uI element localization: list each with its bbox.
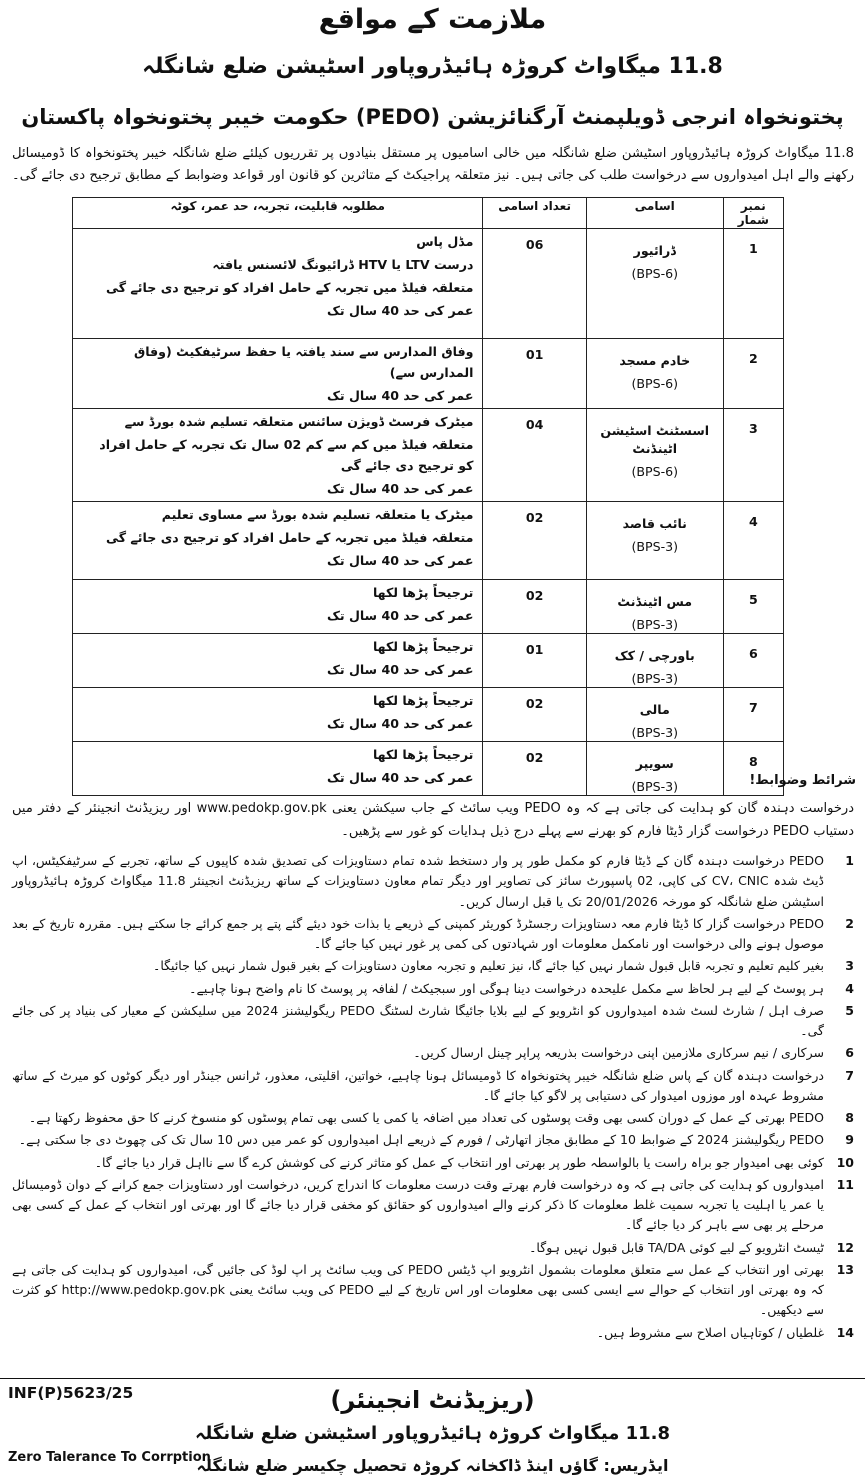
term-item xyxy=(12,1066,854,1107)
term-item xyxy=(12,979,854,999)
post-name: نائب قاصد xyxy=(622,516,687,531)
header-count: تعداد اسامی xyxy=(483,198,586,229)
qualification-line: میٹرک یا متعلقہ تسلیم شدہ بورڈ سے مساوی تعلیم xyxy=(161,507,474,522)
term-item xyxy=(12,1001,854,1042)
cell-post xyxy=(586,229,723,339)
post-name: مس اٹینڈنٹ xyxy=(617,594,693,609)
cell-serial: 6 xyxy=(723,634,783,688)
post-scale: (BPS-6) xyxy=(631,376,679,391)
cell-qualification xyxy=(73,634,483,688)
term-text: ٹیسٹ انٹرویو کے لیے کوئی TA/DA قابل قبول نہیں ہوگا۔ xyxy=(529,1239,824,1255)
post-scale: (BPS-3) xyxy=(631,617,679,632)
term-number: 10 xyxy=(836,1154,854,1170)
qualification-line: عمر کی حد 40 سال تک xyxy=(327,388,474,403)
post-scale: (BPS-3) xyxy=(631,671,679,686)
footer-divider xyxy=(0,1378,865,1379)
table-row xyxy=(73,580,784,634)
signature-station: 11.8 میگاواٹ کروڑہ ہائیڈروپاور اسٹیشن ضلع شانگلہ xyxy=(194,1423,671,1444)
table-header-row xyxy=(73,198,784,229)
cell-count: 02 xyxy=(483,502,586,580)
signature-address: ایڈریس: گاؤں اینڈ ڈاکخانہ کروڑہ تحصیل چکیسر ضلع شانگلہ xyxy=(196,1456,669,1475)
term-item xyxy=(12,1043,854,1063)
slogan: Zero Talerance To Corrption xyxy=(8,1450,211,1465)
term-text: بغیر کلیم تعلیم و تجربہ قابل قبول شمار نہیں کیا جائے گا، نیز تعلیم و تجربہ معاون دستاویزات کے بغیر قبول شمار نہیں کیا جائیگا۔ xyxy=(153,958,824,974)
page-title: ملازمت کے مواقع xyxy=(318,4,547,35)
term-number: 1 xyxy=(845,853,854,868)
term-number: 6 xyxy=(845,1045,854,1061)
signature-title: (ریزیڈنٹ انجینئر) xyxy=(330,1386,535,1414)
cell-serial: 5 xyxy=(723,580,783,634)
term-text: ہر پوسٹ کے لیے ہر لحاظ سے مکمل علیحدہ درخواست دینا ہوگی اور سبجیکٹ / لفافہ پر پوسٹ کا نام واضح ہونا چاہیے۔ xyxy=(189,980,824,996)
cell-qualification xyxy=(73,502,483,580)
header-qualification: مطلوبہ قابلیت، تجربہ، حد عمر، کوٹہ xyxy=(73,198,483,229)
term-text: درخواست دہندہ گان کے پاس ضلع شانگلہ خیبر پختونخواہ کا ڈومیسائل ہونا چاہیے، خواتین، اقلیتی، معذور، ٹرانس جینڈر اور دیگر کوٹوں کو میرٹ کے ساتھ مشروط عہدہ اور موزوں امیدوار کی دستیابی پر لاگو کیا جائے گا۔ xyxy=(12,1067,824,1103)
cell-count: 02 xyxy=(483,688,586,742)
qualification-line: متعلقہ فیلڈ میں کم سے کم 02 سال تک تجربہ کے حامل افراد کو ترجیح دی جائے گی xyxy=(99,437,474,473)
reference-number: INF(P)5623/25 xyxy=(8,1384,134,1402)
cell-post xyxy=(586,502,723,580)
cell-count: 06 xyxy=(483,229,586,339)
post-scale: (BPS-3) xyxy=(631,725,679,740)
post-name: مالی xyxy=(639,702,670,717)
qualification-line: متعلقہ فیلڈ میں تجربہ کے حامل افراد کو ترجیح دی جائے گی xyxy=(105,530,474,545)
cell-post xyxy=(586,339,723,409)
cell-qualification xyxy=(73,409,483,502)
term-number: 7 xyxy=(845,1067,854,1083)
term-text: PEDO درخواست گزار کا ڈیٹا فارم معہ دستاویزات رجسٹرڈ کوریئر کمپنی کے ذریعے یا بذات خود دیئے گئے پتے پر جمع کرائے جا سکتے ہیں۔ مقررہ تاریخ کے بعد موصول ہونے والی درخواست اور نامکمل معلومات اور شہادتوں کی کمی پر غور نہیں کیا جائے گا۔ xyxy=(12,915,824,951)
qualification-line: عمر کی حد 40 سال تک xyxy=(327,770,474,785)
term-number: 11 xyxy=(836,1176,854,1192)
term-text: PEDO بھرتی کے عمل کے دوران کسی بھی وقت پوسٹوں کی تعداد میں اضافہ یا کمی یا کسی بھی تمام پوسٹوں کو منسوخ کرنے کا حق محفوظ رکھتا ہے۔ xyxy=(28,1110,824,1125)
cell-serial: 3 xyxy=(723,409,783,502)
vacancy-table xyxy=(72,197,784,796)
cell-count: 02 xyxy=(483,580,586,634)
cell-qualification xyxy=(73,580,483,634)
post-name: سویپر xyxy=(635,756,674,771)
qualification-line: درست LTV یا HTV ڈرائیونگ لائسنس یافتہ xyxy=(212,257,474,272)
term-number: 9 xyxy=(845,1132,854,1148)
post-scale: (BPS-6) xyxy=(631,266,679,281)
terms-title: شرائط وضوابط! xyxy=(749,773,856,788)
cell-post xyxy=(586,409,723,502)
cell-count: 04 xyxy=(483,409,586,502)
qualification-line: عمر کی حد 40 سال تک xyxy=(327,303,474,318)
cell-serial: 4 xyxy=(723,502,783,580)
qualification-line: ترجیحاً پڑھا لکھا xyxy=(372,585,474,600)
term-text: PEDO درخواست دہندہ گان کے ڈیٹا فارم کو مکمل طور پر وار دستخط شدہ تمام دستاویزات کی تصدیق شدہ کاپیوں کے ساتھ، تجربے کے سرٹیفکیٹس، اپ ڈیٹ شدہ CV، CNIC کی کاپی، 02 پاسپورٹ سائز کی تصاویر اور دیگر تمام معاون دستاویزات کے ساتھ ریزیڈنٹ انجینئر 11.8 میگاواٹ کروڑہ ہائیڈروپاور اسٹیشن ضلع شانگلہ کو مورخہ 20/01/2026 تک یا قبل ارسال کریں۔ xyxy=(12,853,824,909)
term-number: 4 xyxy=(845,980,854,996)
term-number: 13 xyxy=(836,1261,854,1277)
header-post: اسامی xyxy=(586,198,723,229)
qualification-line: مڈل پاس xyxy=(416,234,474,249)
term-text: صرف اہل / شارٹ لسٹ شدہ امیدواروں کو انٹرویو کے لیے بلایا جائیگا شارٹ لسٹنگ PEDO ریگولیشنز 2024 میں سلیکشن کے معیار کی بنیاد پر کی جائے گی۔ xyxy=(12,1002,825,1038)
qualification-line: عمر کی حد 40 سال تک xyxy=(327,481,474,496)
term-item xyxy=(12,1108,854,1128)
term-number: 5 xyxy=(845,1002,854,1018)
term-number: 14 xyxy=(836,1324,854,1340)
term-number: 3 xyxy=(845,958,854,974)
qualification-line: ترجیحاً پڑھا لکھا xyxy=(372,639,474,654)
term-text: غلطیاں / کوتاہیاں اصلاح سے مشروط ہیں۔ xyxy=(596,1324,824,1340)
signature-block xyxy=(0,1382,865,1482)
cell-qualification xyxy=(73,229,483,339)
cell-qualification xyxy=(73,688,483,742)
term-number: 8 xyxy=(845,1110,854,1125)
table-row xyxy=(73,634,784,688)
term-text: PEDO ریگولیشنز 2024 کے ضوابط 10 کے مطابق مجاز اتھارٹی / فورم کے ذریعے اہل امیدواروں کو عمر میں دس 10 سال تک کی چھوٹ دی جا سکتی ہے۔ xyxy=(18,1132,824,1148)
term-item xyxy=(12,1323,854,1343)
term-item xyxy=(12,914,854,955)
cell-count: 01 xyxy=(483,339,586,409)
term-item xyxy=(12,1175,854,1236)
term-number: 12 xyxy=(836,1239,854,1255)
post-name: ڈرائیور xyxy=(633,243,676,258)
cell-count: 02 xyxy=(483,742,586,796)
terms-list xyxy=(12,851,854,1345)
post-name: باورچی / کک xyxy=(614,648,695,663)
cell-post xyxy=(586,634,723,688)
cell-post xyxy=(586,688,723,742)
cell-serial: 2 xyxy=(723,339,783,409)
post-name: اسسٹنٹ اسٹیشن اٹینڈنٹ xyxy=(600,423,710,456)
cell-serial: 8 xyxy=(723,742,783,796)
term-text: کوئی بھی امیدوار جو براہ راست یا بالواسطہ طور پر بھرتی اور انتخاب کے عمل کو متاثر کرنے کی کوشش کرے گا سے نااہل قرار دیا جائے گا۔ xyxy=(94,1154,824,1170)
table-row xyxy=(73,688,784,742)
table-row xyxy=(73,409,784,502)
term-item xyxy=(12,956,854,976)
terms-lead: درخواست دہندہ گان کو ہدایت کی جاتی ہے کہ وہ PEDO ویب سائٹ کے جاب سیکشن یعنی www.pedokp.gov.pk اور ریزیڈنٹ انجینئر کے دفتر میں دستیاب PEDO درخواست گزار ڈیٹا فارم کو بھرنے سے پہلے درج ذیل ہدایات کو غور سے پڑھیں۔ xyxy=(12,801,854,839)
qualification-line: وفاق المدارس سے سند یافتہ یا حفظ سرٹیفکیٹ (وفاق المدارس سے) xyxy=(133,344,474,380)
project-title: 11.8 میگاواٹ کروڑہ ہائیڈروپاور اسٹیشن ضلع شانگلہ xyxy=(142,54,723,79)
qualification-line: عمر کی حد 40 سال تک xyxy=(327,553,474,568)
qualification-line: متعلقہ فیلڈ میں تجربہ کے حامل افراد کو ترجیح دی جائے گی xyxy=(105,280,474,295)
intro-paragraph: 11.8 میگاواٹ کروڑہ ہائیڈروپاور اسٹیشن ضلع شانگلہ میں خالی اسامیوں پر مستقل بنیادوں پر تقرریوں کیلئے ضلع شانگلہ خیبر پختونخواہ کا ڈومیسائل رکھنے والے اہل امیدواروں سے درخواست طلب کی جاتی ہیں۔ نیز متعلقہ پراجیکٹ کے متاثرین کو قانون اور قواعد وضوابط کے مطابق ترجیح دی جائے گی۔ xyxy=(12,146,854,183)
term-number: 2 xyxy=(845,915,854,931)
header-serial: نمبر شمار xyxy=(723,198,783,229)
cell-qualification xyxy=(73,339,483,409)
term-item xyxy=(12,1153,854,1173)
post-name: خادم مسجد xyxy=(619,353,691,368)
qualification-line: ترجیحاً پڑھا لکھا xyxy=(372,747,474,762)
qualification-line: عمر کی حد 40 سال تک xyxy=(327,608,474,623)
post-scale: (BPS-3) xyxy=(631,539,679,554)
table-row xyxy=(73,229,784,339)
term-item xyxy=(12,1130,854,1150)
qualification-line: عمر کی حد 40 سال تک xyxy=(327,662,474,677)
vacancy-table-body xyxy=(73,229,784,796)
term-item xyxy=(12,1238,854,1258)
organization-title: پختونخواہ انرجی ڈویلپمنٹ آرگنائزیشن (PEDO) حکومت خیبر پختونخواہ پاکستان xyxy=(21,105,844,129)
term-text: بھرتی اور انتخاب کے عمل سے متعلق معلومات بشمول انٹرویو اپ ڈیٹس PEDO کی ویب سائٹ پر اپ لوڈ کی جائیں گی، امیدواروں کو ہدایت کی جاتی ہے کہ وہ بھرتی اور انتخاب کے حوالے سے ایسی کسی بھی معلومات اور اس تاریخ کے لیے PEDO کی ویب سائٹ یعنی http://www.pedokp.gov.pk کو کثرت سے دیکھیں۔ xyxy=(12,1261,825,1318)
cell-serial: 7 xyxy=(723,688,783,742)
qualification-line: ترجیحاً پڑھا لکھا xyxy=(372,693,474,708)
cell-count: 01 xyxy=(483,634,586,688)
term-text: سرکاری / نیم سرکاری ملازمین اپنی درخواست بذریعہ پراپر چینل ارسال کریں۔ xyxy=(413,1045,824,1061)
post-scale: (BPS-6) xyxy=(631,464,679,479)
post-scale: (BPS-3) xyxy=(631,779,679,794)
table-row xyxy=(73,502,784,580)
cell-serial: 1 xyxy=(723,229,783,339)
term-text: امیدواروں کو ہدایت کی جاتی ہے کہ وہ درخواست فارم بھرتے وقت درست معلومات کا اندراج کریں، درخواست اور دستاویزات جمع کرانے کے دوان ڈومیسائل یا عمر یا اہلیت یا تجربہ سمیت غلط معلومات کا ذکر کرنے والے امیدواروں کو حقائق کو مخفی قرار دیا جائے گا اور بھرتی اور انتخاب کے عمل کے کسی بھی مرحلے پر بھی سے باہر کر دیا جائے گا۔ xyxy=(12,1176,824,1233)
qualification-line: میٹرک فرسٹ ڈویژن سائنس متعلقہ تسلیم شدہ بورڈ سے xyxy=(124,414,474,429)
term-item xyxy=(12,1260,854,1321)
table-row xyxy=(73,339,784,409)
cell-post xyxy=(586,580,723,634)
qualification-line: عمر کی حد 40 سال تک xyxy=(327,716,474,731)
term-item xyxy=(12,851,854,912)
